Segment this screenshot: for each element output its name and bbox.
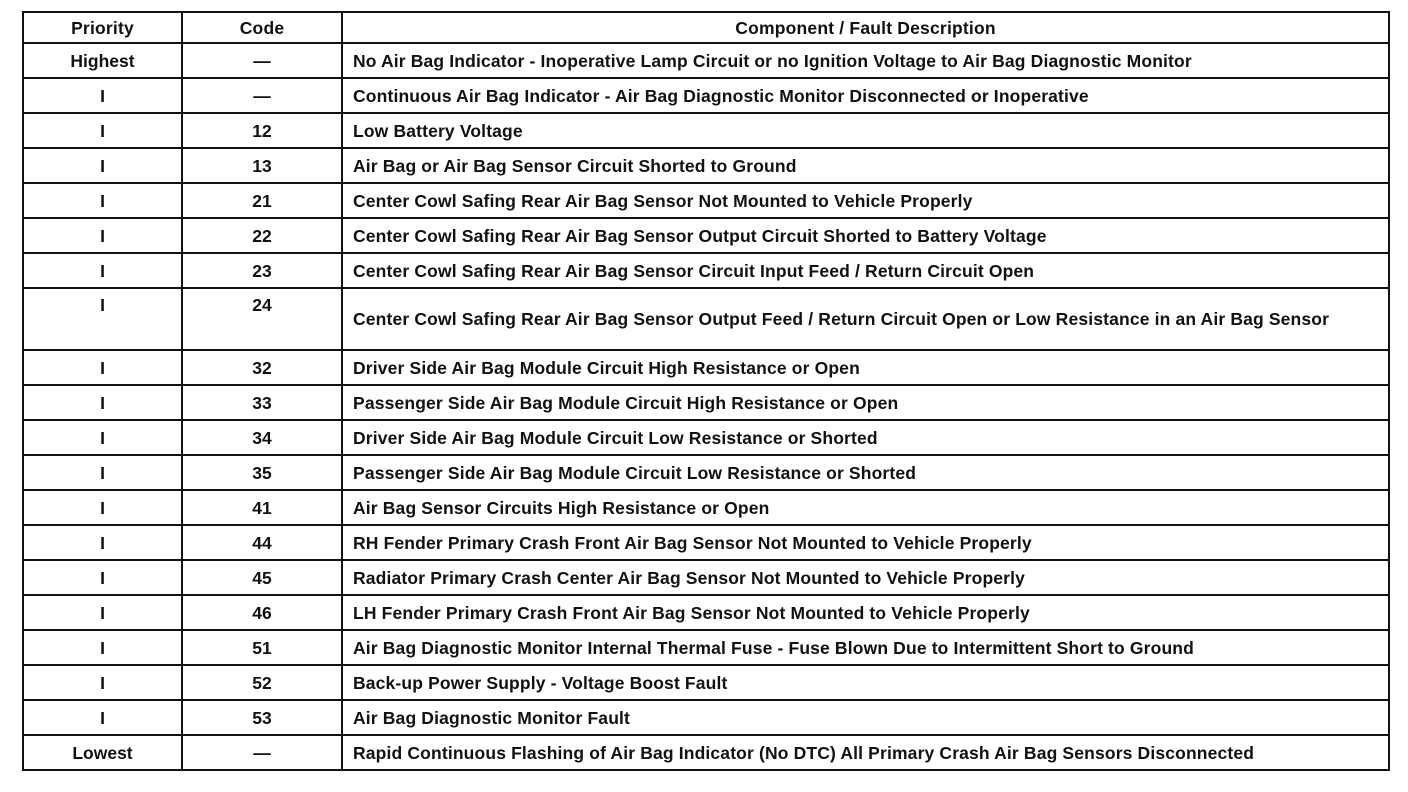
description-cell: Center Cowl Safing Rear Air Bag Sensor Not Mounted to Vehicle Properly [342,183,1389,218]
priority-cell: I [23,700,182,735]
priority-cell: I [23,253,182,288]
description-cell: Driver Side Air Bag Module Circuit High Resistance or Open [342,350,1389,385]
table-row [23,78,1389,113]
code-cell: 51 [182,630,342,665]
code-cell: 46 [182,595,342,630]
description-cell: Center Cowl Safing Rear Air Bag Sensor Circuit Input Feed / Return Circuit Open [342,253,1389,288]
priority-cell: I [23,525,182,560]
code-cell: 34 [182,420,342,455]
priority-cell: I [23,385,182,420]
table-row [23,700,1389,735]
code-cell: 23 [182,253,342,288]
description-cell: Center Cowl Safing Rear Air Bag Sensor Output Circuit Shorted to Battery Voltage [342,218,1389,253]
table-row [23,455,1389,490]
table-row [23,595,1389,630]
description-cell: Passenger Side Air Bag Module Circuit High Resistance or Open [342,385,1389,420]
description-cell: Air Bag Sensor Circuits High Resistance or Open [342,490,1389,525]
table-body [23,43,1389,770]
description-cell: Continuous Air Bag Indicator - Air Bag Diagnostic Monitor Disconnected or Inoperative [342,78,1389,113]
code-cell: 41 [182,490,342,525]
code-cell: 13 [182,148,342,183]
table-row [23,735,1389,770]
priority-cell: I [23,420,182,455]
table-row [23,113,1389,148]
code-cell: 44 [182,525,342,560]
code-cell: 52 [182,665,342,700]
description-cell: No Air Bag Indicator - Inoperative Lamp Circuit or no Ignition Voltage to Air Bag Diagnostic Monitor [342,43,1389,78]
table-row [23,288,1389,350]
code-cell: 22 [182,218,342,253]
priority-cell: I [23,218,182,253]
table-row [23,350,1389,385]
table-header [23,12,1389,43]
priority-cell: I [23,148,182,183]
description-cell: Low Battery Voltage [342,113,1389,148]
code-cell: — [182,43,342,78]
description-cell: Rapid Continuous Flashing of Air Bag Indicator (No DTC) All Primary Crash Air Bag Sensors Disconnected [342,735,1389,770]
description-cell: Driver Side Air Bag Module Circuit Low Resistance or Shorted [342,420,1389,455]
table-row [23,665,1389,700]
table-row [23,43,1389,78]
priority-cell: I [23,630,182,665]
header-code: Code [182,12,342,43]
code-cell: 45 [182,560,342,595]
code-cell: 24 [182,288,342,350]
table-row [23,420,1389,455]
priority-cell: I [23,78,182,113]
description-cell: LH Fender Primary Crash Front Air Bag Sensor Not Mounted to Vehicle Properly [342,595,1389,630]
description-cell: Air Bag Diagnostic Monitor Internal Thermal Fuse - Fuse Blown Due to Intermittent Short to Ground [342,630,1389,665]
header-priority: Priority [23,12,182,43]
table-row [23,630,1389,665]
table-row [23,560,1389,595]
code-cell: 53 [182,700,342,735]
description-cell: Air Bag Diagnostic Monitor Fault [342,700,1389,735]
code-cell: — [182,735,342,770]
priority-cell: I [23,288,182,350]
code-cell: — [182,78,342,113]
table-row [23,525,1389,560]
priority-cell: Lowest [23,735,182,770]
code-cell: 33 [182,385,342,420]
header-description: Component / Fault Description [342,12,1389,43]
description-cell: Passenger Side Air Bag Module Circuit Low Resistance or Shorted [342,455,1389,490]
table-row [23,385,1389,420]
table-row [23,218,1389,253]
priority-cell: I [23,455,182,490]
priority-cell: I [23,595,182,630]
code-cell: 21 [182,183,342,218]
priority-cell: I [23,560,182,595]
table-row [23,253,1389,288]
code-cell: 32 [182,350,342,385]
priority-cell: I [23,113,182,148]
description-cell: RH Fender Primary Crash Front Air Bag Sensor Not Mounted to Vehicle Properly [342,525,1389,560]
fault-code-table-container [22,11,1388,771]
fault-code-table [22,11,1390,771]
table-row [23,183,1389,218]
priority-cell: I [23,350,182,385]
priority-cell: I [23,490,182,525]
code-cell: 35 [182,455,342,490]
description-cell: Back-up Power Supply - Voltage Boost Fault [342,665,1389,700]
header-row [23,12,1389,43]
description-cell: Center Cowl Safing Rear Air Bag Sensor Output Feed / Return Circuit Open or Low Resistance in an Air Bag Sensor [342,288,1389,350]
code-cell: 12 [182,113,342,148]
table-row [23,148,1389,183]
description-cell: Radiator Primary Crash Center Air Bag Sensor Not Mounted to Vehicle Properly [342,560,1389,595]
priority-cell: I [23,665,182,700]
priority-cell: Highest [23,43,182,78]
table-row [23,490,1389,525]
priority-cell: I [23,183,182,218]
description-cell: Air Bag or Air Bag Sensor Circuit Shorted to Ground [342,148,1389,183]
